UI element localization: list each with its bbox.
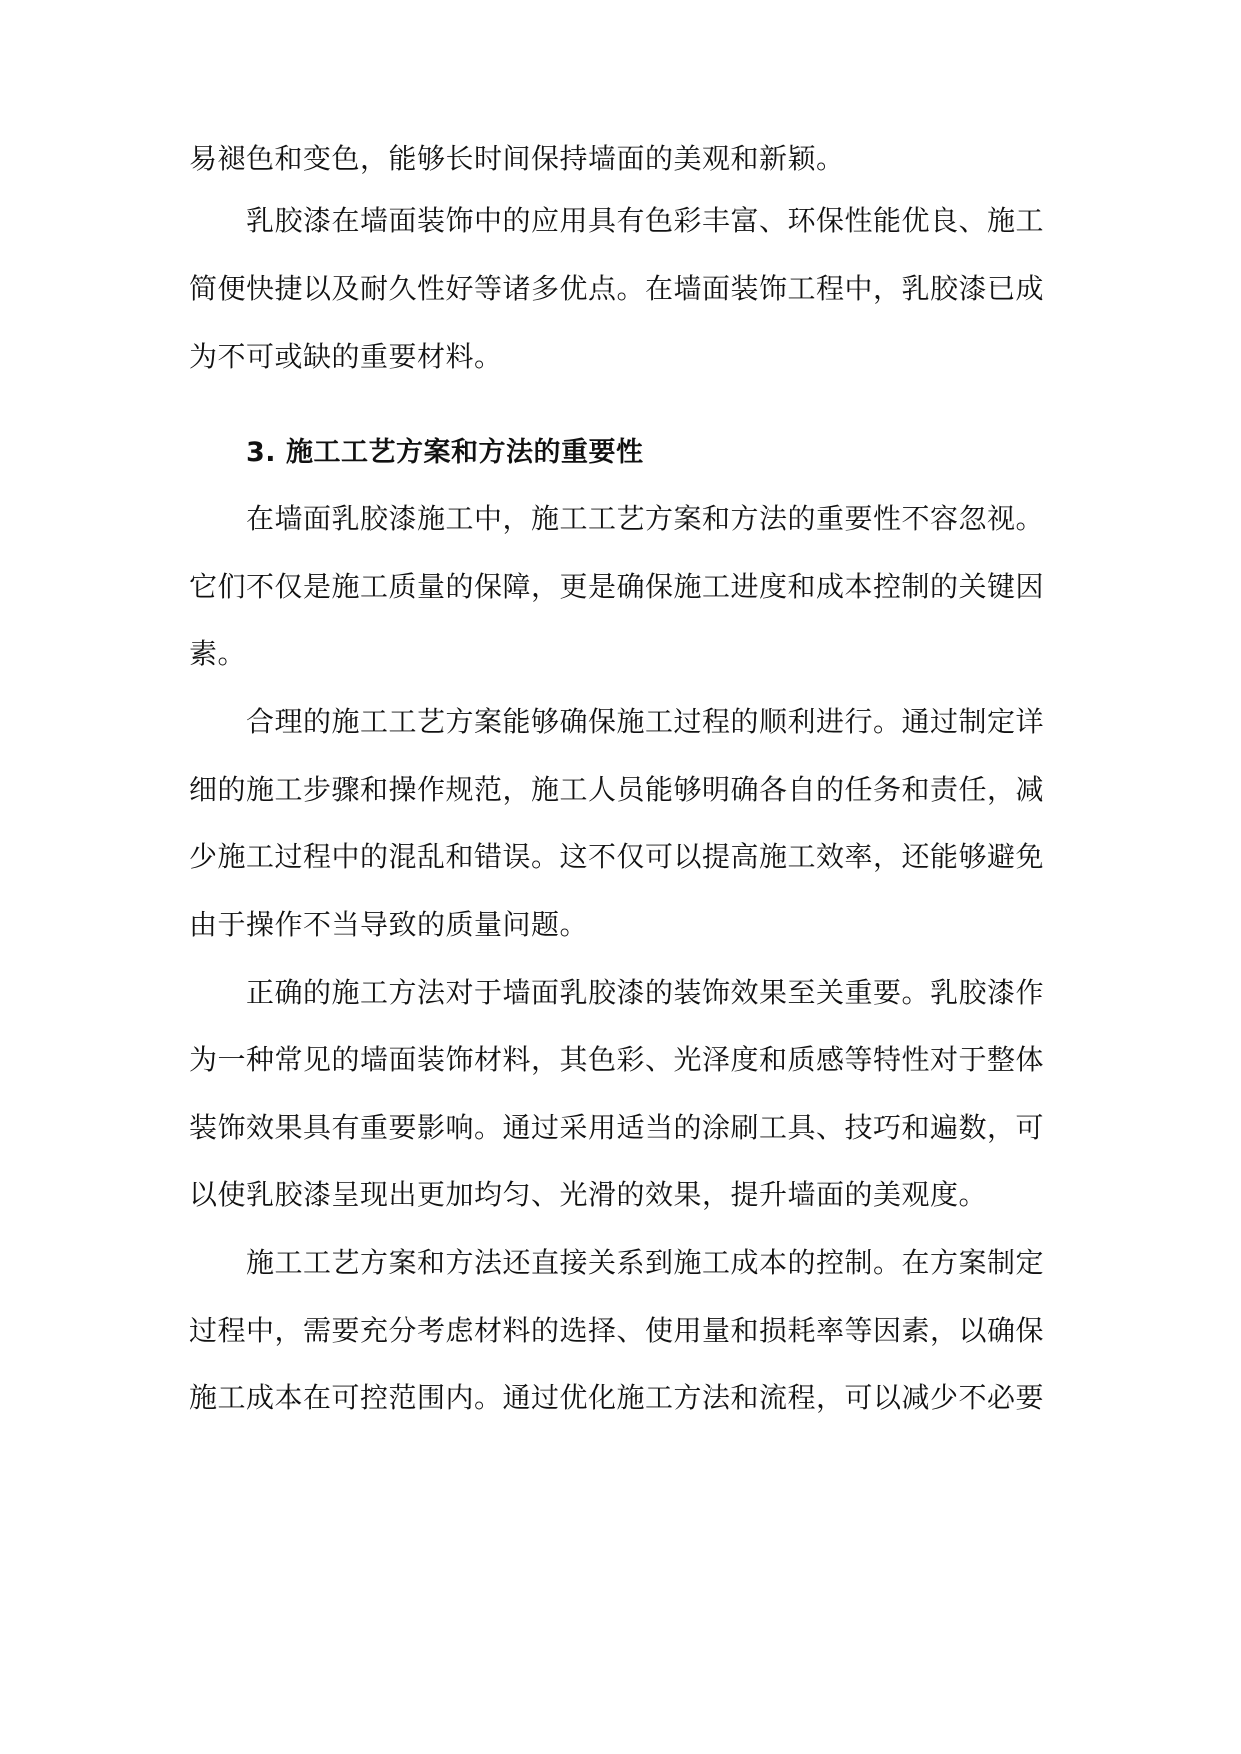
body-text-line: 素。 <box>189 637 247 670</box>
body-text-line: 简便快捷以及耐久性好等诸多优点。在墙面装饰工程中，乳胶漆已成 <box>189 272 1045 305</box>
body-text-line: 为不可或缺的重要材料。 <box>189 340 503 373</box>
paragraph-first-line: 施工工艺方案和方法还直接关系到施工成本的控制。在方案制定 <box>246 1246 1045 1279</box>
section-heading: 3. 施工工艺方案和方法的重要性 <box>246 437 644 468</box>
body-text-line: 少施工过程中的混乱和错误。这不仅可以提高施工效率，还能够避免 <box>189 840 1045 873</box>
body-text-line: 易褪色和变色，能够长时间保持墙面的美观和新颖。 <box>189 142 845 175</box>
paragraph-first-line: 乳胶漆在墙面装饰中的应用具有色彩丰富、环保性能优良、施工 <box>246 204 1045 237</box>
body-text-line: 施工成本在可控范围内。通过优化施工方法和流程，可以减少不必要 <box>189 1381 1045 1414</box>
body-text-line: 由于操作不当导致的质量问题。 <box>189 908 589 941</box>
paragraph-first-line: 正确的施工方法对于墙面乳胶漆的装饰效果至关重要。乳胶漆作 <box>246 976 1045 1009</box>
paragraph-first-line: 合理的施工工艺方案能够确保施工过程的顺利进行。通过制定详 <box>246 705 1045 738</box>
body-text-line: 过程中，需要充分考虑材料的选择、使用量和损耗率等因素，以确保 <box>189 1314 1045 1347</box>
body-text-line: 装饰效果具有重要影响。通过采用适当的涂刷工具、技巧和遍数，可 <box>189 1111 1045 1144</box>
body-text-line: 它们不仅是施工质量的保障，更是确保施工进度和成本控制的关键因 <box>189 570 1045 603</box>
body-text-line: 细的施工步骤和操作规范，施工人员能够明确各自的任务和责任，减 <box>189 773 1045 806</box>
body-text-line: 以使乳胶漆呈现出更加均匀、光滑的效果，提升墙面的美观度。 <box>189 1178 988 1211</box>
paragraph-first-line: 在墙面乳胶漆施工中，施工工艺方案和方法的重要性不容忽视。 <box>246 502 1045 535</box>
body-text-line: 为一种常见的墙面装饰材料，其色彩、光泽度和质感等特性对于整体 <box>189 1043 1045 1076</box>
